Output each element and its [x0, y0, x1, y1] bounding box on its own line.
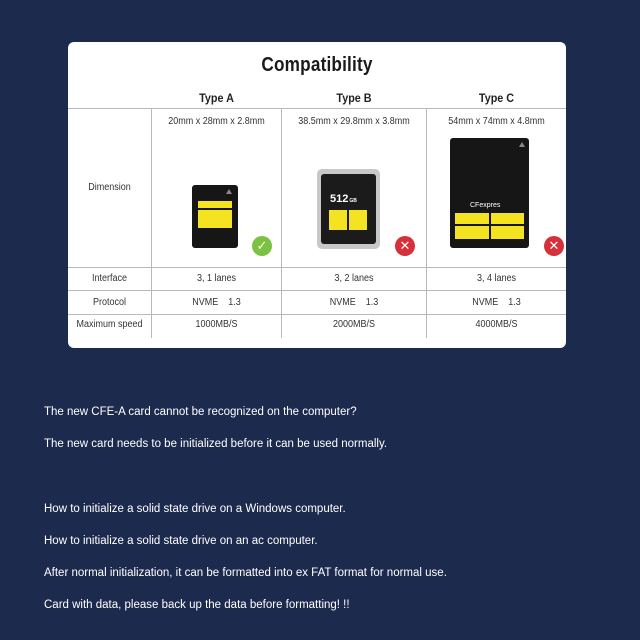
compatibility-panel [68, 42, 566, 348]
incompatible-x-icon: ✕ [395, 236, 415, 256]
type-b-card-unit: GB [349, 198, 357, 204]
column-header-type-a: Type A [199, 91, 234, 105]
type-c-card-brand: CFexpres [470, 202, 501, 209]
note-backup: Card with data, please back up the data before formatting! !! [44, 599, 350, 611]
row-label-interface: Interface [91, 273, 128, 284]
column-header-type-c: Type C [478, 91, 515, 105]
column-header-type-b: Type B [336, 91, 372, 105]
panel-title: Compatibility [261, 54, 373, 76]
row-label-dimension: Dimension [88, 182, 131, 193]
incompatible-x-icon: ✕ [544, 236, 564, 256]
compatible-check-icon: ✓ [252, 236, 272, 256]
note-unrecognized: The new CFE-A card cannot be recognized on the computer? [44, 406, 357, 418]
type-c-card-image [450, 138, 529, 248]
type-a-column-divider [281, 108, 282, 338]
row-label-protocol: Protocol [92, 297, 127, 308]
type-a-card-image [192, 185, 238, 248]
header-divider [68, 108, 566, 109]
note-windows: How to initialize a solid state drive on a Windows computer. [44, 503, 346, 515]
type-c-protocol: NVME 1.3 [472, 297, 521, 308]
type-b-column-divider [426, 108, 427, 338]
type-c-card-triangle [519, 142, 525, 147]
type-b-card-image [317, 169, 380, 249]
type-a-speed: 1000MB/S [195, 319, 238, 330]
note-exfat: After normal initialization, it can be formatted into ex FAT format for normal use. [44, 567, 447, 579]
protocol-row-divider [68, 314, 566, 315]
type-a-dimension: 20mm x 28mm x 2.8mm [168, 116, 265, 127]
note-mac: How to initialize a solid state drive on an ac computer. [44, 535, 318, 547]
type-c-speed: 4000MB/S [475, 319, 518, 330]
dimension-row-divider [68, 267, 566, 268]
type-b-speed: 2000MB/S [332, 319, 376, 330]
type-b-card-capacity: 512 [330, 193, 349, 205]
interface-row-divider [68, 290, 566, 291]
label-column-divider [151, 108, 152, 338]
type-a-card-label [198, 201, 232, 228]
type-b-card-label [329, 210, 367, 230]
type-b-protocol: NVME 1.3 [329, 297, 379, 308]
type-a-interface: 3, 1 lanes [196, 273, 237, 284]
type-c-dimension: 54mm x 74mm x 4.8mm [448, 116, 545, 127]
row-label-speed: Maximum speed [76, 319, 143, 330]
type-b-interface: 3, 2 lanes [334, 273, 374, 284]
type-a-card-triangle [226, 189, 232, 194]
type-c-card-label [455, 213, 524, 239]
type-a-protocol: NVME 1.3 [192, 297, 241, 308]
note-initialize: The new card needs to be initialized before it can be used normally. [44, 438, 388, 450]
type-c-interface: 3, 4 lanes [476, 273, 517, 284]
type-b-dimension: 38.5mm x 29.8mm x 3.8mm [298, 116, 410, 127]
